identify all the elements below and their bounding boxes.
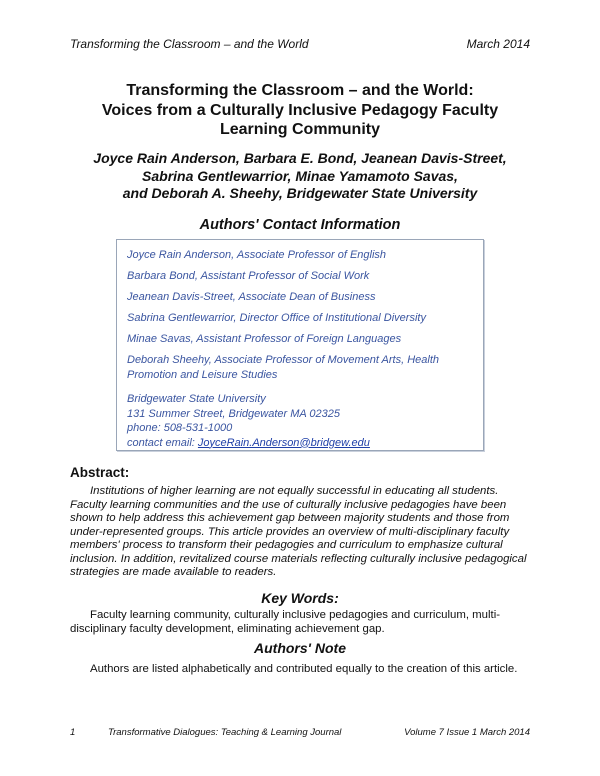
authors-line-3: and Deborah A. Sheehy, Bridgewater State University [122, 185, 478, 201]
authors-note-text [70, 662, 532, 676]
contact-person: Minae Savas, Assistant Professor of Foreign Languages [127, 333, 402, 345]
phone-number: phone: 508-531-1000 [127, 422, 233, 434]
contact-person: Sabrina Gentlewarrior, Director Office of Institutional Diversity [127, 312, 426, 324]
abstract-body: Institutions of higher learning are not equally successful in educating all students. Faculty learning communities and the use of culturally inclusive pedagogies have been shown to help address this achievement gap between majority students and those from under-represented groups. This article provides an overview of multi-disciplinary faculty members' process to transform their pedagogies and curriculum to emphasize cultural inclusion. In addition, revitalized course materials reflecting culturally inclusive pedagogical strategies are made available to readers. [70, 485, 527, 578]
journal-name: Transformative Dialogues: Teaching & Learning Journal [108, 727, 342, 738]
authors-line-2: Sabrina Gentlewarrior, Minae Yamamoto Savas, [142, 167, 458, 184]
authors-line-1: Joyce Rain Anderson, Barbara E. Bond, Jeanean Davis-Street, [93, 150, 507, 166]
title-line-3: Learning Community [219, 121, 380, 138]
street-address: 131 Summer Street, Bridgewater MA 02325 [127, 407, 340, 420]
volume-info: Volume 7 Issue 1 March 2014 [404, 727, 530, 738]
keywords-heading: Key Words: [261, 590, 339, 606]
abstract-heading: Abstract: [70, 465, 130, 480]
contact-info-box [116, 239, 484, 451]
contact-person: Jeanean Davis-Street, Associate Dean of Business [127, 291, 376, 303]
institution-name: Bridgewater State University [127, 393, 266, 405]
contact-heading: Authors' Contact Information [199, 217, 401, 233]
page-number: 1 [70, 727, 76, 738]
keywords-text [70, 608, 532, 636]
authors-note-heading: Authors' Note [254, 640, 346, 656]
email-label: contact email: [127, 436, 198, 449]
authors-note-body: Authors are listed alphabetically and contributed equally to the creation of this article. [90, 663, 518, 675]
keywords-body: Faculty learning community, culturally inclusive pedagogies and curriculum, multi-disciplinary faculty development, eliminating achievement gap. [70, 609, 501, 635]
running-header-date: March 2014 [466, 37, 530, 51]
title-line-1: Transforming the Classroom – and the World: [126, 82, 474, 99]
email-link[interactable]: JoyceRain.Anderson@bridgew.edu [197, 436, 370, 449]
contact-person: Deborah Sheehy, Associate Professor of Movement Arts, Health Promotion and Leisure Studies [127, 354, 440, 381]
article-title [60, 81, 540, 140]
contact-address [127, 392, 473, 450]
contact-person: Joyce Rain Anderson, Associate Professor of English [127, 249, 387, 261]
title-line-2: Voices from a Culturally Inclusive Pedagogy Faculty [101, 101, 499, 119]
contact-person: Barbara Bond, Assistant Professor of Social Work [127, 270, 370, 282]
author-list [60, 150, 540, 203]
abstract-text [70, 485, 532, 580]
email-line [127, 436, 473, 451]
running-header-title: Transforming the Classroom – and the World [70, 37, 309, 51]
